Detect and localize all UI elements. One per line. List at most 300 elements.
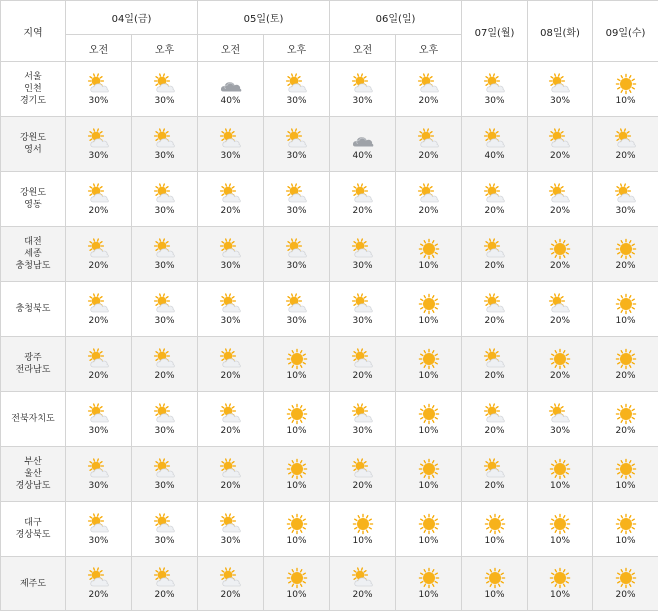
region-cell: [1, 62, 66, 117]
region-name-line: 강원도: [19, 133, 47, 143]
day-header: 08일(화): [528, 1, 593, 62]
precip-probability: 20%: [418, 150, 439, 161]
precip-probability: 30%: [220, 315, 241, 326]
am-header: 오전: [198, 35, 264, 62]
sun-icon: [285, 403, 309, 425]
table-row: [1, 227, 658, 282]
precip-probability: 10%: [484, 590, 505, 600]
forecast-cell: [396, 447, 462, 502]
partly-cloudy-icon: [351, 183, 375, 205]
day-header: 04일(금): [66, 1, 198, 35]
precip-probability: 30%: [352, 315, 373, 326]
day-header: 05일(토): [198, 1, 330, 35]
forecast-cell: [528, 337, 593, 392]
forecast-cell: [528, 282, 593, 337]
region-name-line: 울산: [24, 469, 42, 479]
precip-probability: 20%: [220, 590, 241, 600]
region-name-line: 경상북도: [15, 530, 51, 540]
region-name-line: 세종: [24, 249, 42, 259]
forecast-cell: [528, 502, 593, 557]
sun-icon: [614, 348, 638, 370]
forecast-cell: [264, 337, 330, 392]
precip-probability: 10%: [286, 590, 307, 600]
forecast-cell: [66, 172, 132, 227]
partly-cloudy-icon: [417, 73, 441, 95]
precip-probability: 30%: [286, 95, 307, 106]
partly-cloudy-icon: [483, 403, 507, 425]
precip-probability: 20%: [88, 315, 109, 326]
partly-cloudy-icon: [548, 128, 572, 150]
partly-cloudy-icon: [351, 73, 375, 95]
precip-probability: 30%: [352, 425, 373, 436]
partly-cloudy-icon: [285, 128, 309, 150]
forecast-cell: [462, 282, 528, 337]
forecast-cell: [593, 117, 658, 172]
precip-probability: 30%: [154, 95, 175, 106]
precip-probability: 20%: [220, 425, 241, 436]
partly-cloudy-icon: [153, 403, 177, 425]
forecast-cell: [198, 557, 264, 611]
precip-probability: 30%: [154, 150, 175, 161]
sun-icon: [614, 238, 638, 260]
forecast-cell: [528, 227, 593, 282]
forecast-cell: [396, 227, 462, 282]
forecast-cell: [528, 172, 593, 227]
partly-cloudy-icon: [285, 183, 309, 205]
table-row: [1, 557, 658, 611]
region-cell: [1, 502, 66, 557]
precip-probability: 10%: [418, 535, 439, 546]
forecast-cell: [132, 337, 198, 392]
precip-probability: 20%: [220, 205, 241, 216]
sun-icon: [614, 567, 638, 589]
sun-icon: [548, 567, 572, 589]
sun-icon: [285, 567, 309, 589]
partly-cloudy-icon: [87, 348, 111, 370]
forecast-cell: [66, 447, 132, 502]
forecast-cell: [264, 227, 330, 282]
forecast-cell: [198, 172, 264, 227]
partly-cloudy-icon: [219, 128, 243, 150]
partly-cloudy-icon: [87, 403, 111, 425]
precip-probability: 30%: [286, 150, 307, 161]
precip-probability: 20%: [352, 205, 373, 216]
sun-icon: [614, 403, 638, 425]
partly-cloudy-icon: [417, 128, 441, 150]
partly-cloudy-icon: [483, 458, 507, 480]
sun-icon: [548, 513, 572, 535]
precip-probability: 10%: [550, 590, 571, 600]
forecast-cell: [528, 447, 593, 502]
day-header: 06일(일): [330, 1, 462, 35]
precip-probability: 10%: [418, 425, 439, 436]
precip-probability: 30%: [220, 535, 241, 546]
partly-cloudy-icon: [614, 128, 638, 150]
table-row: [1, 447, 658, 502]
precip-probability: 20%: [220, 370, 241, 381]
precip-probability: 30%: [352, 260, 373, 271]
partly-cloudy-icon: [153, 128, 177, 150]
partly-cloudy-icon: [614, 183, 638, 205]
table-row: [1, 172, 658, 227]
forecast-cell: [66, 227, 132, 282]
partly-cloudy-icon: [87, 73, 111, 95]
forecast-cell: [66, 337, 132, 392]
forecast-cell: [593, 447, 658, 502]
sun-icon: [417, 567, 441, 589]
precip-probability: 30%: [154, 425, 175, 436]
forecast-cell: [330, 282, 396, 337]
partly-cloudy-icon: [285, 238, 309, 260]
partly-cloudy-icon: [87, 567, 111, 589]
forecast-cell: [198, 502, 264, 557]
region-cell: [1, 557, 66, 611]
region-name-line: 강원도: [19, 188, 47, 198]
partly-cloudy-icon: [351, 458, 375, 480]
forecast-cell: [132, 282, 198, 337]
partly-cloudy-icon: [153, 293, 177, 315]
precip-probability: 10%: [550, 480, 571, 491]
precip-probability: 20%: [550, 205, 571, 216]
forecast-cell: [330, 502, 396, 557]
precip-probability: 20%: [88, 260, 109, 271]
forecast-cell: [198, 447, 264, 502]
forecast-cell: [528, 117, 593, 172]
forecast-cell: [132, 502, 198, 557]
forecast-cell: [66, 62, 132, 117]
precip-probability: 20%: [484, 260, 505, 271]
pm-header: 오후: [264, 35, 330, 62]
partly-cloudy-icon: [219, 458, 243, 480]
region-name-line: 전북자치도: [11, 414, 55, 424]
region-cell: [1, 227, 66, 282]
precip-probability: 10%: [286, 370, 307, 381]
forecast-cell: [396, 117, 462, 172]
forecast-cell: [198, 392, 264, 447]
forecast-cell: [593, 557, 658, 611]
forecast-cell: [264, 282, 330, 337]
sun-icon: [417, 238, 441, 260]
region-name-line: 경상남도: [15, 481, 51, 491]
precip-probability: 10%: [286, 425, 307, 436]
sun-icon: [285, 348, 309, 370]
sun-icon: [417, 293, 441, 315]
sun-icon: [548, 238, 572, 260]
forecast-cell: [132, 392, 198, 447]
region-cell: [1, 117, 66, 172]
forecast-cell: [264, 502, 330, 557]
region-name-line: 인천: [24, 84, 42, 94]
precip-probability: 20%: [88, 590, 109, 600]
precip-probability: 20%: [154, 370, 175, 381]
forecast-cell: [330, 227, 396, 282]
precip-probability: 10%: [418, 315, 439, 326]
forecast-cell: [330, 337, 396, 392]
forecast-cell: [396, 282, 462, 337]
forecast-cell: [462, 447, 528, 502]
partly-cloudy-icon: [351, 238, 375, 260]
forecast-cell: [264, 62, 330, 117]
day-header: 09일(수): [593, 1, 658, 62]
precip-probability: 30%: [352, 95, 373, 106]
forecast-cell: [462, 172, 528, 227]
region-cell: [1, 172, 66, 227]
forecast-cell: [528, 62, 593, 117]
forecast-cell: [330, 447, 396, 502]
sun-icon: [417, 348, 441, 370]
precip-probability: 30%: [154, 535, 175, 546]
partly-cloudy-icon: [548, 183, 572, 205]
precip-probability: 10%: [418, 590, 439, 600]
precip-probability: 20%: [615, 370, 636, 381]
table-row: [1, 62, 658, 117]
region-cell: [1, 447, 66, 502]
sun-icon: [548, 348, 572, 370]
precip-probability: 30%: [88, 150, 109, 161]
forecast-cell: [593, 282, 658, 337]
precip-probability: 10%: [286, 535, 307, 546]
partly-cloudy-icon: [548, 293, 572, 315]
region-name-line: 대전: [24, 237, 42, 247]
precip-probability: 10%: [550, 535, 571, 546]
forecast-cell: [198, 282, 264, 337]
precip-probability: 20%: [352, 370, 373, 381]
partly-cloudy-icon: [483, 73, 507, 95]
region-name-line: 전라남도: [15, 365, 51, 375]
partly-cloudy-icon: [351, 293, 375, 315]
precip-probability: 30%: [615, 205, 636, 216]
forecast-cell: [330, 557, 396, 611]
precip-probability: 20%: [418, 95, 439, 106]
precip-probability: 20%: [484, 315, 505, 326]
forecast-cell: [396, 557, 462, 611]
forecast-cell: [396, 337, 462, 392]
region-name-line: 경기도: [19, 96, 47, 106]
forecast-cell: [198, 337, 264, 392]
precip-probability: 20%: [352, 480, 373, 491]
partly-cloudy-icon: [351, 403, 375, 425]
precip-probability: 20%: [615, 425, 636, 436]
table-row: [1, 502, 658, 557]
precip-probability: 30%: [154, 205, 175, 216]
forecast-cell: [330, 62, 396, 117]
precip-probability: 10%: [484, 535, 505, 546]
partly-cloudy-icon: [153, 513, 177, 535]
partly-cloudy-icon: [153, 73, 177, 95]
day-header: 07일(월): [462, 1, 528, 62]
precip-probability: 30%: [220, 260, 241, 271]
sun-icon: [614, 458, 638, 480]
partly-cloudy-icon: [483, 348, 507, 370]
precip-probability: 30%: [286, 205, 307, 216]
sun-icon: [417, 513, 441, 535]
partly-cloudy-icon: [87, 458, 111, 480]
forecast-cell: [396, 392, 462, 447]
region-name-line: 부산: [24, 457, 42, 467]
sun-icon: [614, 73, 638, 95]
precip-probability: 20%: [484, 480, 505, 491]
precip-probability: 20%: [154, 590, 175, 600]
precip-probability: 40%: [352, 150, 373, 161]
region-name-line: 제주도: [19, 578, 47, 589]
precip-probability: 10%: [615, 95, 636, 106]
forecast-cell: [593, 172, 658, 227]
forecast-cell: [462, 62, 528, 117]
partly-cloudy-icon: [219, 348, 243, 370]
forecast-cell: [264, 557, 330, 611]
precip-probability: 20%: [88, 370, 109, 381]
forecast-cell: [132, 117, 198, 172]
precip-probability: 20%: [615, 260, 636, 271]
forecast-cell: [593, 392, 658, 447]
precip-probability: 20%: [88, 205, 109, 216]
precip-probability: 10%: [418, 260, 439, 271]
precip-probability: 30%: [154, 315, 175, 326]
partly-cloudy-icon: [351, 348, 375, 370]
partly-cloudy-icon: [219, 238, 243, 260]
forecast-cell: [132, 557, 198, 611]
precip-probability: 20%: [550, 370, 571, 381]
forecast-cell: [264, 392, 330, 447]
partly-cloudy-icon: [153, 458, 177, 480]
partly-cloudy-icon: [219, 183, 243, 205]
precip-probability: 20%: [615, 150, 636, 161]
partly-cloudy-icon: [483, 293, 507, 315]
am-header: 오전: [66, 35, 132, 62]
cloudy-icon: [351, 128, 375, 150]
table-row: [1, 117, 658, 172]
forecast-cell: [198, 62, 264, 117]
sun-icon: [285, 513, 309, 535]
sun-icon: [548, 458, 572, 480]
forecast-cell: [66, 502, 132, 557]
forecast-cell: [132, 62, 198, 117]
sun-icon: [614, 293, 638, 315]
forecast-cell: [264, 172, 330, 227]
forecast-cell: [66, 282, 132, 337]
precip-probability: 30%: [88, 535, 109, 546]
table-row: [1, 282, 658, 337]
cloudy-icon: [219, 73, 243, 95]
sun-icon: [417, 403, 441, 425]
forecast-cell: [396, 502, 462, 557]
partly-cloudy-icon: [153, 348, 177, 370]
partly-cloudy-icon: [548, 403, 572, 425]
forecast-cell: [462, 117, 528, 172]
forecast-cell: [396, 62, 462, 117]
precip-probability: 30%: [154, 480, 175, 491]
forecast-cell: [593, 62, 658, 117]
sun-icon: [417, 458, 441, 480]
sun-icon: [614, 513, 638, 535]
precip-probability: 20%: [484, 425, 505, 436]
forecast-cell: [528, 392, 593, 447]
precip-probability: 30%: [550, 95, 571, 106]
partly-cloudy-icon: [417, 183, 441, 205]
region-name-line: 서울: [24, 72, 42, 82]
partly-cloudy-icon: [87, 128, 111, 150]
precip-probability: 30%: [484, 95, 505, 106]
precip-probability: 10%: [615, 315, 636, 326]
forecast-cell: [593, 227, 658, 282]
forecast-cell: [528, 557, 593, 611]
day-header-row: [1, 1, 658, 35]
forecast-body: [1, 62, 658, 611]
partly-cloudy-icon: [285, 293, 309, 315]
partly-cloudy-icon: [285, 73, 309, 95]
partly-cloudy-icon: [219, 567, 243, 589]
forecast-cell: [198, 227, 264, 282]
partly-cloudy-icon: [219, 403, 243, 425]
sun-icon: [483, 513, 507, 535]
sun-icon: [285, 458, 309, 480]
region-name-line: 충청북도: [15, 304, 51, 314]
partly-cloudy-icon: [483, 183, 507, 205]
precip-probability: 20%: [550, 260, 571, 271]
precip-probability: 30%: [550, 425, 571, 436]
partly-cloudy-icon: [87, 238, 111, 260]
precip-probability: 30%: [154, 260, 175, 271]
partly-cloudy-icon: [87, 513, 111, 535]
precip-probability: 30%: [286, 260, 307, 271]
table-row: [1, 337, 658, 392]
region-name-line: 광주: [24, 353, 42, 363]
precip-probability: 20%: [550, 150, 571, 161]
precip-probability: 20%: [615, 590, 636, 600]
forecast-cell: [264, 447, 330, 502]
forecast-cell: [66, 557, 132, 611]
partly-cloudy-icon: [483, 238, 507, 260]
partly-cloudy-icon: [483, 128, 507, 150]
forecast-cell: [132, 227, 198, 282]
sun-icon: [483, 567, 507, 589]
precip-probability: 30%: [88, 95, 109, 106]
precip-probability: 40%: [220, 95, 241, 106]
region-name-line: 영동: [24, 200, 42, 210]
forecast-cell: [330, 392, 396, 447]
region-cell: [1, 337, 66, 392]
precip-probability: 10%: [418, 370, 439, 381]
forecast-cell: [462, 502, 528, 557]
partly-cloudy-icon: [153, 567, 177, 589]
forecast-cell: [66, 392, 132, 447]
precip-probability: 20%: [484, 205, 505, 216]
partly-cloudy-icon: [351, 567, 375, 589]
forecast-cell: [462, 392, 528, 447]
precip-probability: 10%: [418, 480, 439, 491]
sun-icon: [351, 513, 375, 535]
forecast-cell: [593, 502, 658, 557]
precip-probability: 20%: [550, 315, 571, 326]
partly-cloudy-icon: [153, 238, 177, 260]
precip-probability: 10%: [615, 535, 636, 546]
forecast-cell: [330, 172, 396, 227]
region-column-header: 지역: [1, 1, 66, 62]
region-cell: [1, 392, 66, 447]
forecast-cell: [593, 337, 658, 392]
forecast-cell: [330, 117, 396, 172]
partly-cloudy-icon: [219, 513, 243, 535]
region-name-line: 충청남도: [15, 261, 51, 271]
pm-header: 오후: [396, 35, 462, 62]
forecast-cell: [198, 117, 264, 172]
precip-probability: 20%: [484, 370, 505, 381]
precip-probability: 40%: [484, 150, 505, 161]
forecast-cell: [66, 117, 132, 172]
forecast-cell: [462, 227, 528, 282]
region-name-line: 대구: [24, 518, 42, 528]
precip-probability: 30%: [286, 315, 307, 326]
